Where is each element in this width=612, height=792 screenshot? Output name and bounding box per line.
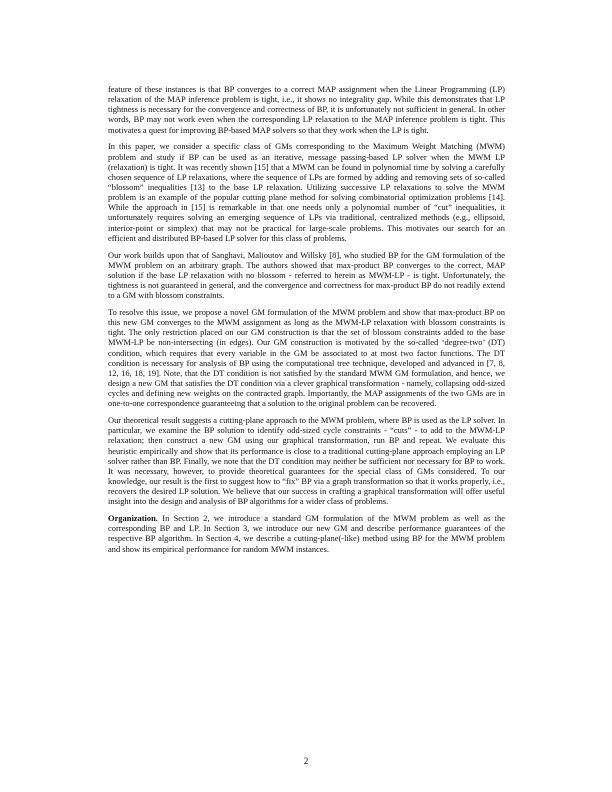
paragraph-organization <box>108 513 505 554</box>
organization-text: In Section 2, we introduce a standard GM formulation of the MWM problem as well as the corresponding BP and LP. In Section 3, we introduce our new GM and describe performance guarantees of the respective BP algorithm. In Section 4, we describe a cutting-plane(-like) method using BP for the MWM problem and show its empirical performance for random MWM instances. <box>108 513 505 554</box>
paragraph-contribution: To resolve this issue, we propose a novel GM formulation of the MWM problem and show that max-product BP on this new GM converges to the MWM assignment as long as the MWM-LP relaxation with blossom constraints is tight. The only restriction placed on our GM construction is that the set of blossom constraints added to the base MWM-LP be non-intersecting (in edges). Our GM construction is motivated by the so-called ‘degree-two’ (DT) condition, which requires that every variable in the GM be associated to at most two factor functions. The DT condition is necessary for analysis of BP using the computational tree technique, developed and advanced in [7, 8, 12, 16, 18, 19]. Note, that the DT condition is not satisfied by the standard MWM GM formulation, and hence, we design a new GM that satisfies the DT condition via a clever graphical transformation - namely, collapsing odd-sized cycles and defining new weights on the contracted graph. Importantly, the MAP assignments of the two GMs are in one-to-one correspondence guaranteeing that a solution to the original problem can be recovered. <box>108 306 505 409</box>
paragraph-prior-work: Our work builds upon that of Sanghavi, Malioutov and Willsky [8], who studied BP for the GM formulation of the MWM problem on an arbitrary graph. The authors showed that max-product BP converges to the correct, MAP solution if the base LP relaxation with no blossom - referred to herein as MWM-LP - is tight. Unfortunately, the tightness is not guaranteed in general, and the convergence and correctness for max-product BP do not readily extend to a GM with blossom constraints. <box>108 249 505 301</box>
organization-heading: Organization. <box>108 513 158 524</box>
paragraph-intro-continuation: feature of these instances is that BP converges to a correct MAP assignment when the Linear Programming (LP) relaxation of the MAP inference problem is tight, i.e., it shows no integrality gap. While this demonstrates that LP tightness is necessary for the convergence and correctness of BP, it is unfortunately not sufficient in general. In other words, BP may not work even when the corresponding LP relaxation to the MAP inference problem is tight. This motivates a quest for improving BP-based MAP solvers so that they work when the LP is tight. <box>108 84 505 135</box>
paragraph-cutting-plane: Our theoretical result suggests a cutting-plane approach to the MWM problem, where BP is used as the LP solver. In particular, we examine the BP solution to identify odd-sized cycle constraints - “cuts” - to add to the MWM-LP relaxation; then construct a new GM using our graphical transformation, run BP and repeat. We evaluate this heuristic empirically and show that its performance is close to a traditional cutting-plane approach employing an LP solver rather than BP. Finally, we note that the DT condition may neither be sufficient nor necessary for BP to work. It was necessary, however, to provide theoretical guarantees for the special class of GMs considered. To our knowledge, our result is the first to suggest how to “fix” BP via a graph transformation so that it works properly, i.e., recovers the desired LP solution. We believe that our success in crafting a graphical transformation will offer useful insight into the design and analysis of BP algorithms for a wider class of problems. <box>108 415 505 507</box>
paragraph-mwm-problem: In this paper, we consider a specific class of GMs corresponding to the Maximum Weight Matching (MWM) problem and study if BP can be used as an iterative, message passing-based LP solver when the MWM LP (relaxation) is tight. It was recently shown [15] that a MWM can be found in polynomial time by solving a carefully chosen sequence of LP relaxations, where the sequence of LPs are formed by adding and removing sets of so-called “blossom” inequalities [13] to the base LP relaxation. Utilizing successive LP relaxations to solve the MWM problem is an example of the popular cutting plane method for solving combinatorial optimization problems [14]. While the approach in [15] is remarkable in that one needs only a polynomial number of “cut” inequalities, it unfortunately requires solving an emerging sequence of LPs via traditional, centralized methods (e.g., ellipsoid, interior-point or simplex) that may not be practical for large-scale problems. This motivates our search for an efficient and distributed BP-based LP solver for this class of problems. <box>108 141 505 243</box>
page-body <box>108 84 505 560</box>
page-number: 2 <box>303 756 309 766</box>
